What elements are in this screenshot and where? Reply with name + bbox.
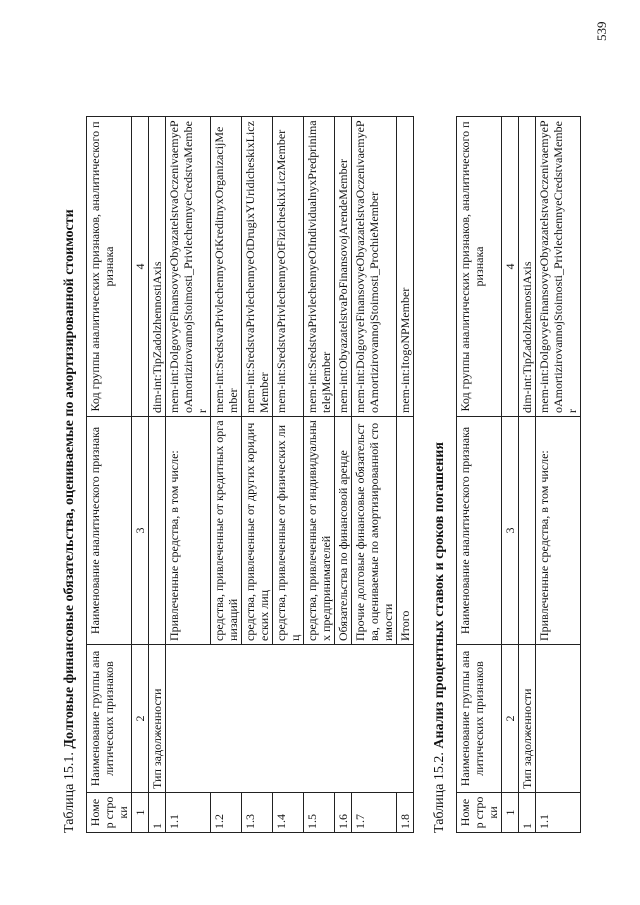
row-number: 1.4 [273, 793, 304, 833]
code-cell: mem-int:DolgovyeFinansovyeObyazatelstvaOczenivaemyePoAmortizirovannojStoimosti_PrivlechennyeCredstvaMember [536, 117, 581, 417]
feature-name [149, 417, 166, 645]
table2-header-group: Наименование группы аналитических признаков [457, 645, 502, 793]
table2 [456, 116, 581, 833]
feature-name: Обязательства по финансовой аренде [335, 417, 352, 645]
row-number: 1 [149, 793, 166, 833]
table1 [86, 116, 414, 833]
feature-name: средства, привлеченные от индивидуальных предпринимателей [304, 417, 335, 645]
row-number: 1.8 [397, 793, 414, 833]
table1-colnum: 4 [132, 117, 149, 417]
table1-caption [62, 209, 78, 833]
table2-caption-label: Таблица 15.2. [432, 752, 447, 833]
feature-name: Прочие долговые финансовые обязательства, оцениваемые по амортизированной стоимости [352, 417, 397, 645]
code-cell: mem-int:SredstvaPrivlechennyeOtFizicheskixLiczMember [273, 117, 304, 417]
table2-colnum: 4 [502, 117, 519, 417]
feature-name: средства, привлеченные от других юридических лиц [242, 417, 273, 645]
group-name [536, 645, 581, 793]
row-number: 1.1 [536, 793, 581, 833]
table2-caption [432, 442, 448, 833]
table1-colnum: 2 [132, 645, 149, 793]
table2-header-num: Номер строки [457, 793, 502, 833]
table1-caption-label: Таблица 15.1. [62, 752, 77, 833]
table1-header-group: Наименование группы аналитических признаков [87, 645, 132, 793]
table-row [536, 117, 581, 833]
table2-caption-title: Анализ процентных ставок и сроков погашения [432, 442, 447, 749]
feature-name: Итого [397, 417, 414, 645]
table1-caption-title: Долговые финансовые обязательства, оцениваемые по амортизированной стоимости [62, 209, 77, 749]
group-name: Тип задолженности [519, 645, 536, 793]
table1-header-code: Код группы аналитических признаков, аналитического признака [87, 117, 132, 417]
table1-colnum: 3 [132, 417, 149, 645]
group-name: Тип задолженности [149, 645, 166, 793]
table2-header-row [457, 117, 502, 833]
row-number: 1.5 [304, 793, 335, 833]
code-cell: mem-int:DolgovyeFinansovyeObyazatelstvaOczenivaemyePoAmortizirovannojStoimosti_PrivlechennyeCredstvaMember [166, 117, 211, 417]
feature-name: Привлеченные средства, в том числе: [536, 417, 581, 645]
table1-header-row [87, 117, 132, 833]
table-row [519, 117, 536, 833]
feature-name: средства, привлеченные от физических лиц [273, 417, 304, 645]
row-number: 1.7 [352, 793, 397, 833]
feature-name [519, 417, 536, 645]
feature-name: Привлеченные средства, в том числе: [166, 417, 211, 645]
group-name [166, 645, 414, 793]
feature-name: средства, привлеченные от кредитных организаций [211, 417, 242, 645]
code-cell: mem-int:SredstvaPrivlechennyeOtDrugixYUridicheskixLiczMember [242, 117, 273, 417]
page-number: 539 [594, 21, 609, 41]
code-cell: dim-int:TipZadolzhennostiAxis [149, 117, 166, 417]
row-number: 1.1 [166, 793, 211, 833]
table2-header-feature: Наименование аналитического признака [457, 417, 502, 645]
code-cell: mem-int:ItogoNPMember [397, 117, 414, 417]
table1-header-num: Номер строки [87, 793, 132, 833]
table2-header-code: Код группы аналитических признаков, аналитического признака [457, 117, 502, 417]
code-cell: mem-int:SredstvaPrivlechennyeOtIndividualnyxPredprinimatelejMember [304, 117, 335, 417]
code-cell: mem-int:ObyazatelstvaPoFinansovojArendeMember [335, 117, 352, 417]
table1-colnum-row [132, 117, 149, 833]
row-number: 1.2 [211, 793, 242, 833]
code-cell: mem-int:SredstvaPrivlechennyeOtKreditnyxOrganizacijMember [211, 117, 242, 417]
table1-colnum: 1 [132, 793, 149, 833]
row-number: 1.3 [242, 793, 273, 833]
row-number: 1 [519, 793, 536, 833]
table-row [166, 117, 211, 833]
table-row [149, 117, 166, 833]
code-cell: dim-int:TipZadolzhennostiAxis [519, 117, 536, 417]
table2-colnum: 2 [502, 645, 519, 793]
code-cell: mem-int:DolgovyeFinansovyeObyazatelstvaOczenivaemyePoAmortizirovannojStoimosti_ProchieMember [352, 117, 397, 417]
table2-colnum-row [502, 117, 519, 833]
table2-colnum: 3 [502, 417, 519, 645]
row-number: 1.6 [335, 793, 352, 833]
table1-header-feature: Наименование аналитического признака [87, 417, 132, 645]
table2-colnum: 1 [502, 793, 519, 833]
